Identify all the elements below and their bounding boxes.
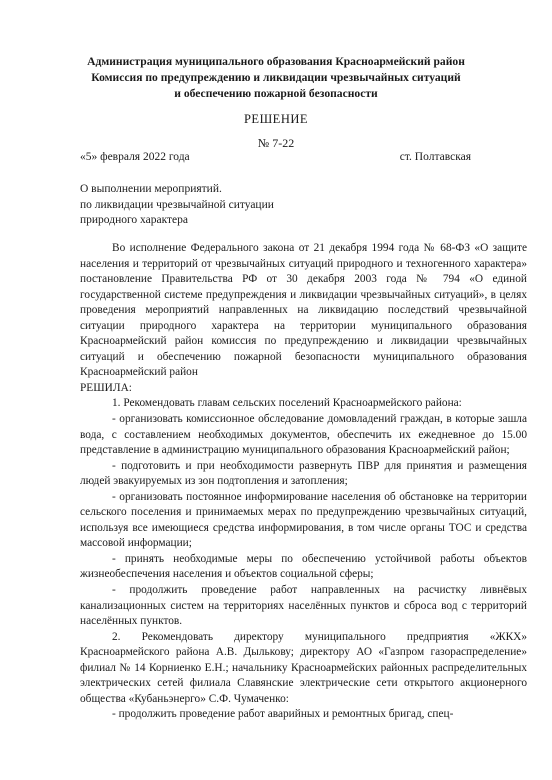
item-1-paragraph: 1. Рекомендовать главам сельских поселений Красноармейского района: xyxy=(112,397,462,410)
decision-title: РЕШЕНИЕ xyxy=(243,112,309,126)
item-1d-paragraph: - принять необходимые меры по обеспечению устойчивой работы объектов жизнеобеспечения населения и объектов социальной сферы; xyxy=(80,552,527,581)
resolved-line: РЕШИЛА: xyxy=(80,381,132,394)
decision-place: ст. Полтавская xyxy=(399,151,471,163)
intro-paragraph xyxy=(80,241,527,381)
document-body xyxy=(80,241,527,723)
item-2a-paragraph: - продолжить проведение работ аварийных и ремонтных бригад, спец- xyxy=(112,708,454,721)
header-line-1: Администрация муниципального образования Красноармейский район xyxy=(87,55,465,68)
item-1c-paragraph: - организовать постоянное информирование населения об обстановке на территории сельского поселения и принимаемых мерах по предупреждению чрезвычайных ситуаций, используя все имеющиеся средства информирования, в том числе органы ТОС и средства массовой информации; xyxy=(80,490,527,550)
item-2-paragraph: 2. Рекомендовать директору муниципального предприятия «ЖКХ» Красноармейского района А.В. Дылькову; директору АО «Газпром газораспределение» филиал № 14 Корниенко Е.Н.; начальнику Красноармейских районных распределительных электрических сетей филиала Славянские электрические сети открытого акционерного общества «Кубаньэнерго» С.Ф. Чумаченко: xyxy=(80,630,527,705)
item-1e-paragraph: - продолжить проведение работ направленных на расчистку ливнёвых канализационных систем на территориях населённых пунктов и сброса вод с территорий населённых пунктов. xyxy=(80,584,527,628)
item-1b-paragraph: - подготовить и при необходимости развернуть ПВР для принятия и размещения людей эвакуируемых из зон подтопления и затопления; xyxy=(80,459,527,488)
subject-line-1: О выполнении мероприятий. xyxy=(80,183,222,195)
decision-subject xyxy=(80,182,340,229)
decision-date: «5» февраля 2022 года xyxy=(80,151,190,163)
decision-number: № 7-22 xyxy=(257,136,295,150)
document-header xyxy=(40,54,512,102)
subject-line-3: природного характера xyxy=(80,214,189,226)
header-line-3: и обеспечению пожарной безопасности xyxy=(174,87,378,100)
intro-text: Во исполнение Федерального закона от 21 декабря 1994 года № 68-ФЗ «О защите населения и территорий от чрезвычайных ситуаций природного и техногенного характера» постановление Правительства РФ от 30 декабря 2003 года № 794 «О единой государственной системе предупреждения и ликвидации чрезвычайных ситуаций», в целях проведения мероприятий направленных на ликвидацию последствий чрезвычайной ситуации природного характера на территории муниципального образования Красноармейский район комиссия по предупреждению и ликвидации чрезвычайных ситуаций и обеспечению пожарной безопасности муниципального образования Красноармейский район xyxy=(80,242,527,379)
subject-line-2: по ликвидации чрезвычайной ситуации xyxy=(80,198,274,211)
item-1a-paragraph: - организовать комиссионное обследование домовладений граждан, в которые зашла вода, с составлением необходимых документов, обеспечить их ежедневное до 15.00 представление в администрацию муниципального образования Красноармейский район; xyxy=(80,413,527,457)
header-line-2: Комиссия по предупреждению и ликвидации чрезвычайных ситуаций xyxy=(91,71,461,84)
